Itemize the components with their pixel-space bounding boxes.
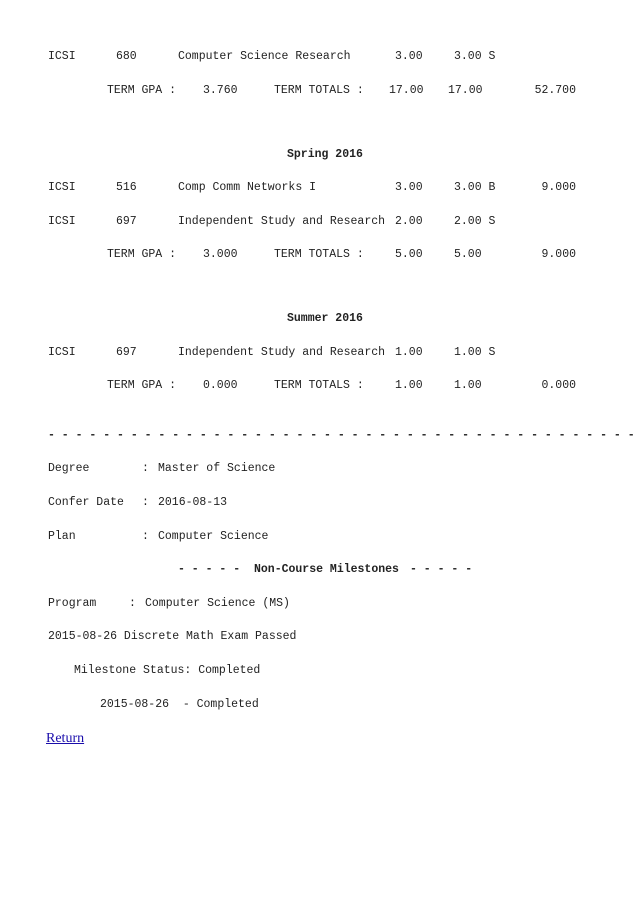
program-label: Program <box>48 597 97 610</box>
term-gpa-label: TERM GPA : <box>107 84 177 97</box>
plan-value: Computer Science <box>158 530 269 543</box>
course-title: Independent Study and Research <box>178 215 386 228</box>
course-number: 680 <box>116 50 137 63</box>
course-title: Computer Science Research <box>178 50 351 63</box>
course-number: 697 <box>116 346 137 359</box>
term-heading: Summer 2016 <box>287 312 363 325</box>
course-subject: ICSI <box>48 50 76 63</box>
confer-date-colon: : <box>142 496 149 509</box>
milestones-heading-dashes-left: - - - - - <box>178 563 241 576</box>
term-quality-points: 52.700 <box>534 84 576 97</box>
degree-value: Master of Science <box>158 462 276 475</box>
course-earned-grade: 1.00 S <box>454 346 496 359</box>
course-earned-grade: 3.00 S <box>454 50 496 63</box>
term-quality-points: 9.000 <box>541 248 576 261</box>
term-gpa-label: TERM GPA : <box>107 248 177 261</box>
course-earned-grade: 3.00 B <box>454 181 496 194</box>
term-totals-label: TERM TOTALS : <box>274 248 364 261</box>
section-separator: - - - - - - - - - - - - - - - - - - - - - - - - - - - - - - - - - - - - - - - - - - - <box>48 429 635 442</box>
term-gpa-value: 3.000 <box>203 248 238 261</box>
term-totals-label: TERM TOTALS : <box>274 84 364 97</box>
term-quality-points: 0.000 <box>541 379 576 392</box>
course-title: Independent Study and Research <box>178 346 386 359</box>
confer-date-value: 2016-08-13 <box>158 496 228 509</box>
course-attempted: 2.00 <box>395 215 423 228</box>
course-attempted: 3.00 <box>395 181 423 194</box>
course-subject: ICSI <box>48 215 76 228</box>
term-attempted: 5.00 <box>395 248 423 261</box>
term-gpa-value: 0.000 <box>203 379 238 392</box>
course-quality-points: 9.000 <box>541 181 576 194</box>
course-title: Comp Comm Networks I <box>178 181 317 194</box>
degree-colon: : <box>142 462 149 475</box>
term-earned: 17.00 <box>448 84 483 97</box>
term-earned: 5.00 <box>454 248 482 261</box>
term-attempted: 17.00 <box>389 84 424 97</box>
plan-colon: : <box>142 530 149 543</box>
course-earned-grade: 2.00 S <box>454 215 496 228</box>
program-value: Computer Science (MS) <box>145 597 290 610</box>
term-earned: 1.00 <box>454 379 482 392</box>
program-colon: : <box>129 597 136 610</box>
term-heading: Spring 2016 <box>287 148 363 161</box>
course-attempted: 1.00 <box>395 346 423 359</box>
plan-label: Plan <box>48 530 76 543</box>
return-link[interactable]: Return <box>46 731 85 746</box>
degree-label: Degree <box>48 462 90 475</box>
term-gpa-value: 3.760 <box>203 84 238 97</box>
milestones-heading-dashes-right: - - - - - <box>410 563 473 576</box>
course-number: 697 <box>116 215 137 228</box>
term-gpa-label: TERM GPA : <box>107 379 177 392</box>
milestones-heading: Non-Course Milestones <box>254 563 399 576</box>
milestone-status: Milestone Status: Completed <box>74 664 261 677</box>
course-attempted: 3.00 <box>395 50 423 63</box>
course-subject: ICSI <box>48 346 76 359</box>
course-subject: ICSI <box>48 181 76 194</box>
term-attempted: 1.00 <box>395 379 423 392</box>
milestone-entry: 2015-08-26 Discrete Math Exam Passed <box>48 630 297 643</box>
milestone-status-detail: 2015-08-26 - Completed <box>100 698 259 711</box>
term-totals-label: TERM TOTALS : <box>274 379 364 392</box>
course-number: 516 <box>116 181 137 194</box>
confer-date-label: Confer Date <box>48 496 124 509</box>
